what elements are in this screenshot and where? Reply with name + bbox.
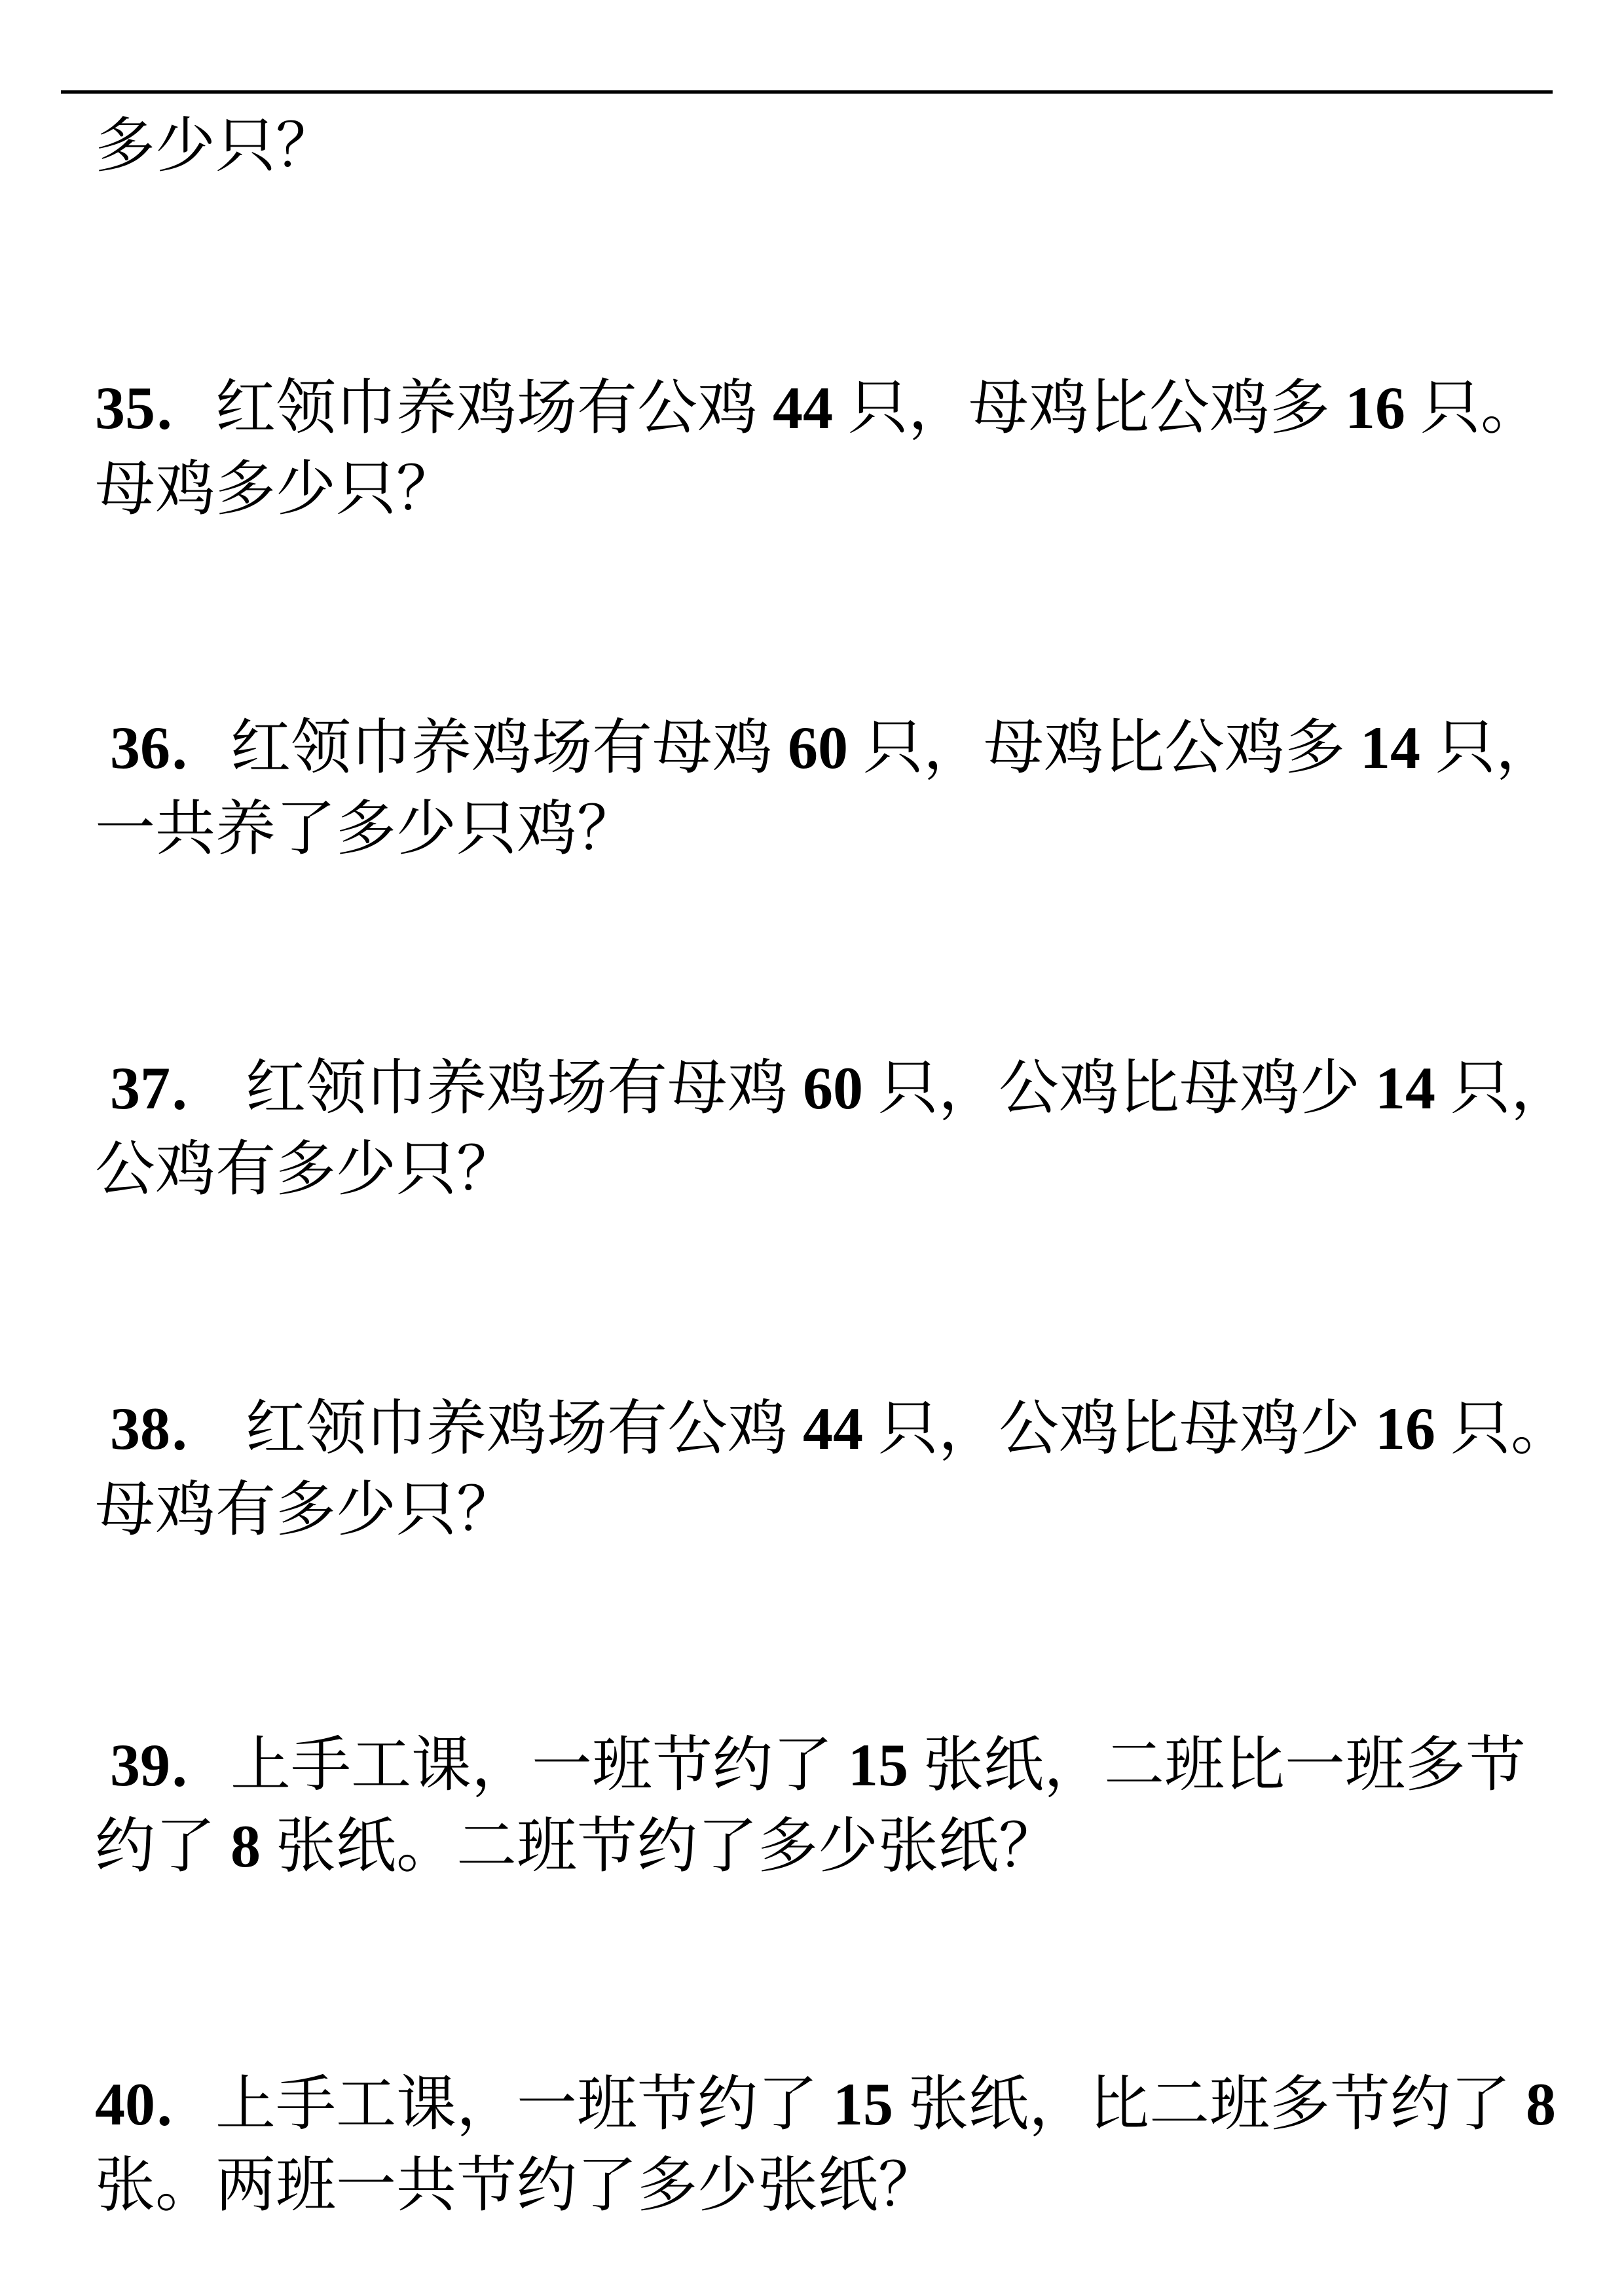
header-rule bbox=[61, 90, 1553, 94]
problem-36-line-2: 一共养了多少只鸡？ bbox=[95, 795, 638, 862]
problem-39-line-1: 39．上手工课，一班节约了 15 张纸，二班比一班多节 bbox=[95, 1732, 1526, 1798]
problem-37-line-1: 37． 红领巾养鸡场有母鸡 60 只，公鸡比母鸡少 14 只， bbox=[95, 1055, 1572, 1121]
problem-35-line-2: 母鸡多少只？ bbox=[95, 456, 457, 522]
problem-38-line-1: 38． 红领巾养鸡场有公鸡 44 只，公鸡比母鸡少 16 只。 bbox=[95, 1395, 1572, 1462]
problem-40-line-1: 40．上手工课，一班节约了 15 张纸，比二班多节约了 8 bbox=[95, 2071, 1557, 2138]
problem-39-line-2: 约了 8 张纸。二班节约了多少张纸？ bbox=[95, 1813, 1060, 1880]
problem-35-line-1: 35．红领巾养鸡场有公鸡 44 只，母鸡比公鸡多 16 只。 bbox=[95, 374, 1541, 441]
problem-40-line-2: 张。两班一共节约了多少张纸？ bbox=[95, 2152, 939, 2219]
problem-38-line-2: 母鸡有多少只？ bbox=[95, 1476, 517, 1543]
problem-37-line-2: 公鸡有多少只？ bbox=[95, 1136, 517, 1203]
carryover-question-text: 多少只？ bbox=[95, 113, 337, 179]
problem-36-line-1: 36．红领巾养鸡场有母鸡 60 只，母鸡比公鸡多 14 只， bbox=[95, 714, 1557, 781]
